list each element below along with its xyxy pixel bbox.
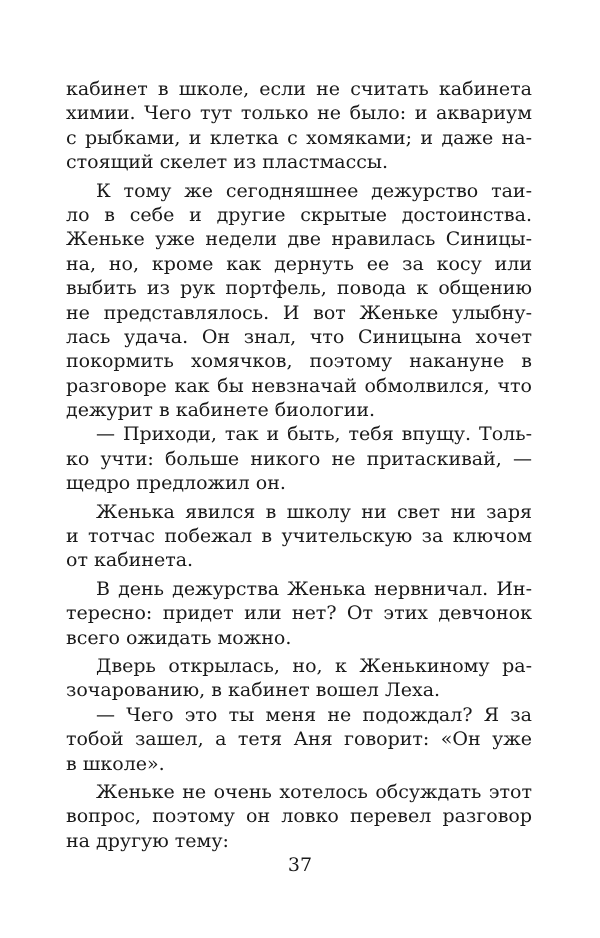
- text-line: тобой зашел, а тетя Аня говорит: «Он уже: [66, 728, 532, 751]
- text-line: выбить из рук портфель, повода к общению: [66, 277, 532, 300]
- text-line: В день дежурства Женька нервничал. Ин-: [96, 577, 532, 600]
- text-line: в школе».: [66, 752, 165, 775]
- text-line: химии. Чего тут только не было: и аквариум: [66, 102, 532, 125]
- page-number: 37: [287, 854, 313, 876]
- text-line: покормить хомячков, поэтому накануне в: [66, 350, 532, 373]
- text-line: от кабинета.: [66, 549, 194, 572]
- text-line: не представлялось. И вот Женьке улыбну-: [66, 301, 532, 324]
- text-line: — Приходи, так и быть, тебя впущу. Толь-: [96, 423, 532, 446]
- text-line: Женьке не очень хотелось обсуждать этот: [96, 780, 532, 803]
- text-line: К тому же сегодняшнее дежурство таи-: [96, 179, 532, 202]
- text-line: щедро предложил он.: [66, 472, 286, 495]
- text-line: кабинет в школе, если не считать кабинета: [66, 78, 532, 100]
- text-line: Женька явился в школу ни свет ни заря: [96, 500, 532, 523]
- text-line: дежурит в кабинете биологии.: [66, 399, 376, 422]
- text-line: на другую тему:: [66, 829, 229, 852]
- text-line: Женьке уже недели две нравилась Синицы-: [66, 228, 532, 251]
- body-text: [66, 77, 532, 853]
- text-line: стоящий скелет из пластмассы.: [66, 151, 389, 174]
- text-line: ко учти: больше никого не притаскивай, —: [66, 447, 532, 470]
- text-line: вопрос, поэтому он ловко перевел разговор: [66, 805, 532, 828]
- text-line: Дверь открылась, но, к Женькиному ра-: [96, 654, 532, 677]
- text-line: лась удача. Он знал, что Синицына хочет: [66, 325, 532, 348]
- text-line: ло в себе и другие скрытые достоинства.: [66, 203, 532, 226]
- text-line: с рыбками, и клетка с хомяками; и даже на-: [66, 126, 532, 149]
- text-line: и тотчас побежал в учительскую за ключом: [66, 525, 532, 548]
- text-line: разговоре как бы невзначай обмолвился, что: [66, 374, 532, 397]
- text-line: на, но, кроме как дернуть ее за косу или: [66, 252, 532, 275]
- text-line: — Чего это ты меня не подождал? Я за: [96, 703, 532, 726]
- text-line: всего ожидать можно.: [66, 626, 292, 649]
- text-line: зочарованию, в кабинет вошел Леха.: [66, 679, 441, 702]
- text-line: тересно: придет или нет? От этих девчонок: [66, 602, 532, 625]
